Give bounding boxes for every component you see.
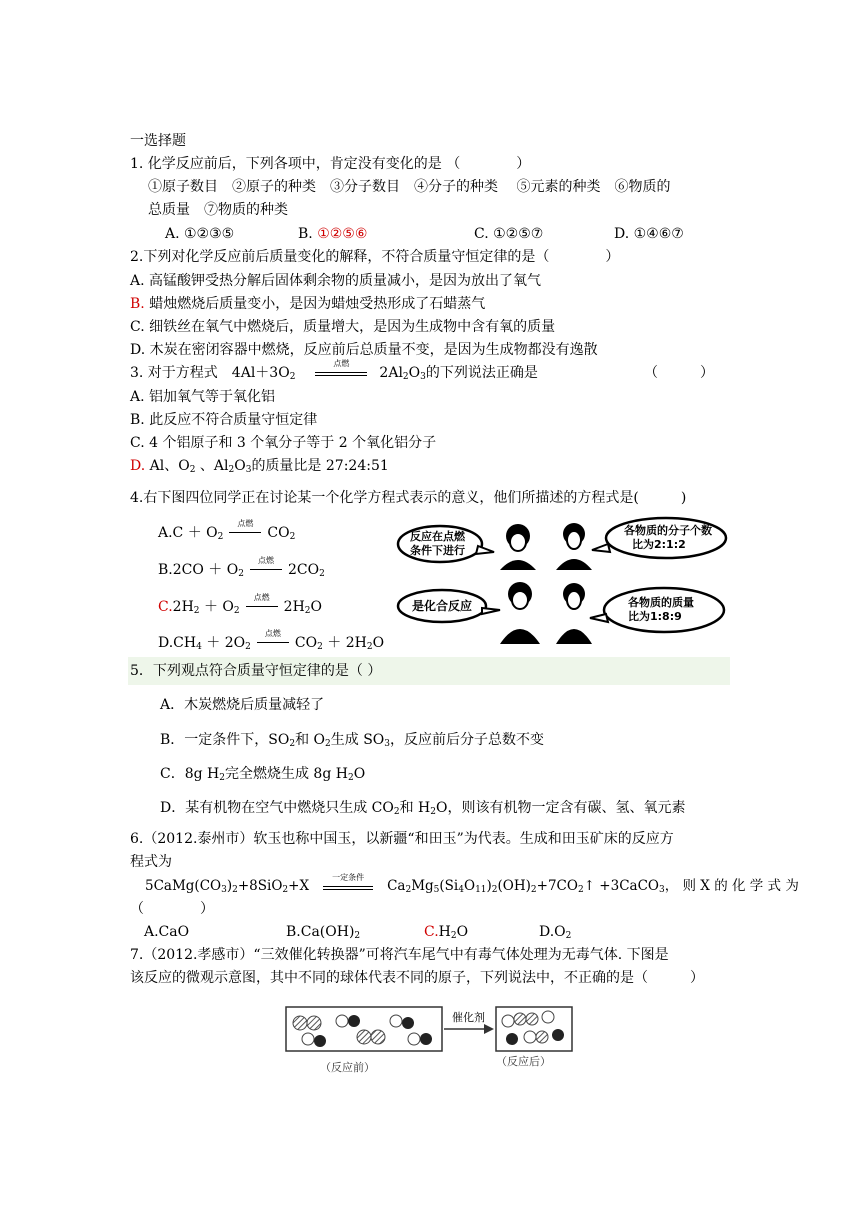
after-reaction-box: [496, 1007, 572, 1051]
q4-option-b: $B.2CO + O_2$ 点燃 $2CO_2$: [158, 556, 325, 579]
reaction-arrow: 点燃: [248, 563, 284, 577]
q5-stem: 5．下列观点符合质量守恒定律的是（ ）: [130, 663, 382, 679]
q1-stem: 1. 化学反应前后，下列各项中，肯定没有变化的是 （ ）: [130, 156, 531, 172]
q5-option-b: B．一定条件下，$SO_2$和 $O_2$生成 $SO_3$，反应前后分子总数不变: [160, 732, 545, 749]
before-reaction-box: [286, 1007, 442, 1051]
q2-stem: 2.下列对化学反应前后质量变化的解释，不符合质量守恒定律的是（ ）: [130, 249, 620, 265]
speech-bubble-2: [592, 518, 726, 558]
q1-option-d: D. ①④⑥⑦: [614, 226, 684, 242]
students-discussion-illustration: [396, 514, 728, 652]
q3-stem: 3. 对于方程式 $4Al+3O_2$ 点燃 $2Al_2O_3$的下列说法正确是: [130, 359, 538, 382]
q3-paren: （ ）: [644, 365, 714, 381]
q3-option-a: A. 铝加氧气等于氧化铝: [130, 389, 276, 405]
q7-line2: 该反应的微观示意图，其中不同的球体代表不同的原子，下列说法中，不正确的是（ ）: [130, 970, 704, 986]
q3-option-c: C. 4 个铝原子和 3 个氧分子等于 2 个氧化铝分子: [130, 435, 437, 451]
speech-bubble-1: [398, 526, 494, 562]
student-figure-2: [556, 523, 592, 570]
q4-option-a: $A.C + O_2$ 点燃 $CO_2$: [158, 519, 296, 542]
q5-option-a: A．木炭燃烧后质量减轻了: [160, 697, 325, 713]
q6-paren: （ ）: [130, 901, 214, 917]
reaction-arrow: 一定条件: [321, 880, 375, 894]
before-label: （反应前）: [320, 1061, 375, 1074]
q1-option-c: C. ①②⑤⑦: [474, 226, 544, 242]
q1-items-line2: 总质量 ⑦物质的种类: [148, 202, 288, 218]
q6-option-c: $C.H_2O$: [424, 924, 469, 941]
q2-option-c: C. 细铁丝在氧气中燃烧后，质量增大，是因为生成物中含有氧的质量: [130, 319, 556, 335]
catalyst-arrow: [444, 1010, 494, 1034]
bubble-text-3: 是化合反应: [412, 599, 473, 613]
bubble-text-1-b: 条件下进行: [410, 544, 465, 557]
bubble-text-4-b: 比为1:8:9: [628, 610, 682, 623]
section-title: 一选择题: [130, 133, 186, 149]
q1-items-line1: ①原子数目 ②原子的种类 ③分子数目 ④分子的种类 ⑤元素的种类 ⑥物质的: [148, 179, 671, 195]
q4-option-c: $C.2H_2 + O_2$ 点燃 $2H_2O$: [158, 593, 322, 616]
speech-bubble-3: [398, 590, 500, 622]
bubble-text-4-a: 各物质的质量: [628, 596, 694, 609]
q1-option-b: B. ①②⑤⑥: [298, 226, 368, 242]
q7-line1: 7.（2012.孝感市）“三效催化转换器”可将汽车尾气中有毒气体处理为无毒气体. 下图是: [130, 947, 669, 963]
reaction-arrow: 点燃: [255, 636, 291, 650]
q5-option-c: C．8g $H_2$完全燃烧生成 8g $H_2O$: [160, 766, 366, 783]
after-label: （反应后）: [496, 1055, 551, 1068]
reaction-micro-diagram: [284, 1003, 574, 1079]
q6-equation: $5CaMg(CO_3)_2+8SiO_2+X$ 一定条件 $Ca_2Mg_5(Si_4O_{11})_2(OH)_2+7CO_2↑$ +3CaCO$_3$， 则 X 的 化 学 式 为: [145, 872, 799, 895]
catalyst-label: 催化剂: [452, 1011, 485, 1024]
q3-option-b: B. 此反应不符合质量守恒定律: [130, 412, 318, 428]
q6-line1: 6.（2012.泰州市）软玉也称中国玉，以新疆“和田玉”为代表。生成和田玉矿床的反应方: [130, 831, 674, 847]
q4-stem: 4.右下图四位同学正在讨论某一个化学方程式表示的意义，他们所描述的方程式是( ): [130, 490, 687, 506]
reaction-arrow: 点燃: [313, 366, 369, 380]
q2-answer-letter: B.: [130, 296, 145, 312]
speech-bubble-4: [590, 588, 724, 632]
q2-option-d: D. 木炭在密闭容器中燃烧，反应前后总质量不变，是因为生成物都没有逸散: [130, 342, 598, 358]
reaction-arrow: 点燃: [227, 526, 263, 540]
q1-answer: ①②⑤⑥: [317, 226, 368, 242]
q6-option-d: $D.O_2$: [539, 924, 572, 941]
bubble-text-2-b: 比为2:1:2: [632, 538, 686, 551]
q2-option-b: B. 蜡烛燃烧后质量变小，是因为蜡烛受热形成了石蜡蒸气: [130, 296, 486, 312]
student-figure-4: [556, 583, 592, 644]
q2-option-a: A. 高锰酸钾受热分解后固体剩余物的质量减小，是因为放出了氧气: [130, 273, 542, 289]
student-figure-1: [500, 524, 536, 570]
bubble-text-1-a: 反应在点燃: [410, 530, 465, 543]
q5-option-d: D．某有机物在空气中燃烧只生成 $CO_2$和 $H_2O$，则该有机物一定含有碳、氢、氧元素: [160, 800, 686, 817]
q6-option-a: A.CaO: [144, 924, 190, 940]
bubble-text-2-a: 各物质的分子个数: [624, 524, 712, 537]
student-figure-3: [500, 582, 540, 644]
q4-option-d: $D.CH_4 + 2O_2$ 点燃 $CO_2 + 2H_2O$: [158, 629, 385, 652]
q6-line2: 程式为: [130, 854, 172, 870]
q6-answer-letter: C.: [424, 924, 439, 940]
q1-option-a: A. ①②③⑤: [165, 226, 235, 242]
q3-option-d: D. Al、$O_2$ 、$Al_2O_3$的质量比是 27:24:51: [130, 458, 389, 475]
q4-answer-letter: C.: [158, 599, 173, 615]
q6-option-b: $B.Ca(OH)_2$: [286, 924, 361, 941]
q3-answer-letter: D.: [130, 458, 146, 474]
reaction-arrow: 点燃: [244, 600, 280, 614]
